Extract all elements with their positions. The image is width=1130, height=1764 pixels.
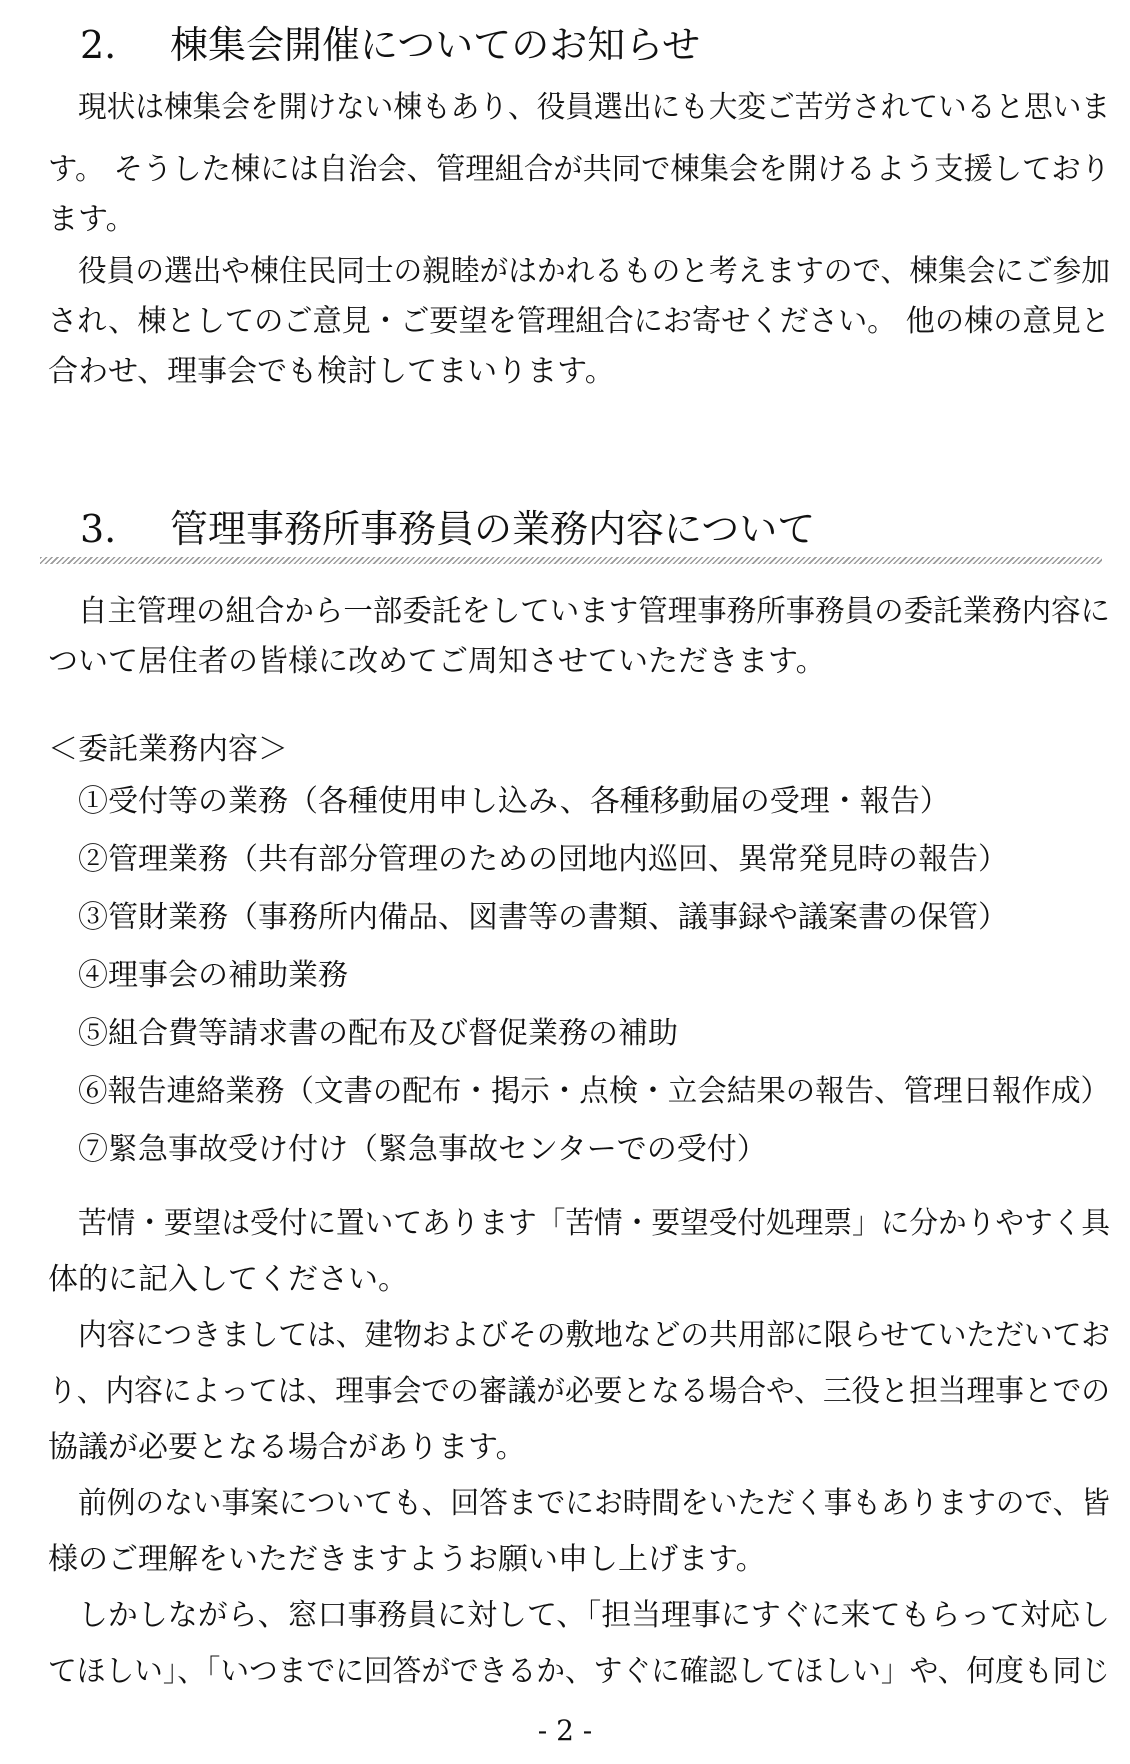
list-item: ⑤組合費等請求書の配布及び督促業務の補助 [78, 1016, 678, 1051]
section-3-title: 管理事務所事務員の業務内容について [170, 507, 816, 551]
paragraph-line: 自主管理の組合から一部委託をしています管理事務所事務員の委託業務内容に [78, 594, 1111, 629]
list-item: ⑦緊急事故受け付け（緊急事故センターでの受付） [78, 1132, 767, 1167]
paragraph-line: 内容につきましては、建物およびその敷地などの共用部に限らせていただいてお [78, 1318, 1111, 1353]
section-divider [40, 557, 1102, 564]
paragraph-line: しかしながら、窓口事務員に対して、「担当理事にすぐに来てもらって対応し [78, 1598, 1111, 1633]
paragraph-line: ついて居住者の皆様に改めてご周知させていただきます。 [48, 644, 826, 679]
list-item: ②管理業務（共有部分管理のための団地内巡回、異常発見時の報告） [78, 842, 1008, 877]
paragraph-line: 現状は棟集会を開けない棟もあり、役員選出にも大変ご苦労されていると思いま [78, 90, 1111, 125]
page-number: - 2 - [537, 1714, 593, 1747]
paragraph-line: てほしい」、「いつまでに回答ができるか、すぐに確認してほしい」や、何度も同じ [48, 1654, 1111, 1689]
paragraph-line: す。 そうした棟には自治会、管理組合が共同で棟集会を開けるよう支援しており [48, 152, 1111, 187]
section-2-title: 棟集会開催についてのお知らせ [170, 23, 701, 67]
list-item: ④理事会の補助業務 [78, 958, 348, 993]
list-item: ①受付等の業務（各種使用申し込み、各種移動届の受理・報告） [78, 784, 950, 819]
paragraph-line: 協議が必要となる場合があります。 [48, 1430, 526, 1465]
section-2-number: 2. [80, 23, 117, 67]
list-item: ⑥報告連絡業務（文書の配布・掲示・点検・立会結果の報告、管理日報作成） [78, 1074, 1111, 1109]
paragraph-line: 体的に記入してください。 [48, 1262, 408, 1297]
paragraph-line: 苦情・要望は受付に置いてあります「苦情・要望受付処理票」に分かりやすく具 [78, 1206, 1111, 1241]
paragraph-line: ます。 [48, 202, 136, 237]
section-3-heading [80, 506, 815, 552]
paragraph-line: 役員の選出や棟住民同士の親睦がはかれるものと考えますので、棟集会にご参加 [78, 254, 1111, 289]
paragraph-line: され、棟としてのご意見・ご要望を管理組合にお寄せください。 他の棟の意見と [48, 304, 1110, 339]
section-3-number: 3. [80, 507, 117, 551]
section-2-heading [80, 22, 700, 68]
list-heading: ＜委託業務内容＞ [48, 732, 288, 767]
paragraph-line: り、内容によっては、理事会での審議が必要となる場合や、三役と担当理事とでの [48, 1374, 1111, 1409]
paragraph-line: 前例のない事案についても、回答までにお時間をいただく事もありますので、皆 [78, 1486, 1110, 1521]
paragraph-line: 合わせ、理事会でも検討してまいります。 [48, 354, 615, 389]
paragraph-line: 様のご理解をいただきますようお願い申し上げます。 [48, 1542, 766, 1577]
list-item: ③管財業務（事務所内備品、図書等の書類、議事録や議案書の保管） [78, 900, 1008, 935]
